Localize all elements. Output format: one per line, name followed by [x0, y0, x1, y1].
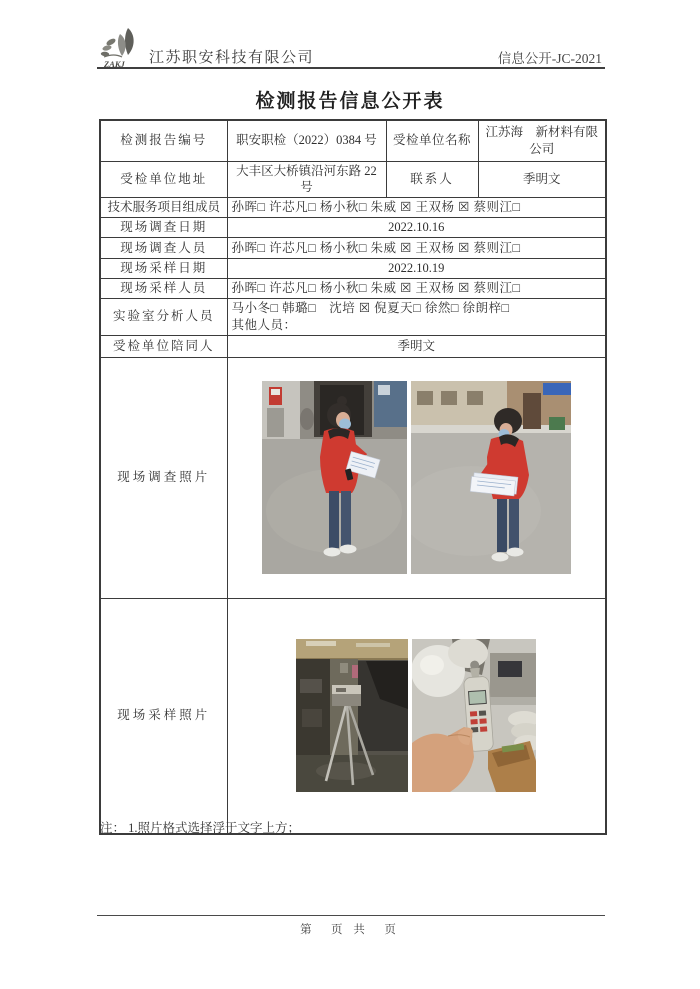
lab-staff-label-cell: 实验室分析人员 [100, 298, 227, 335]
zakj-logo-icon [98, 27, 146, 71]
escort-value-cell: 季明文 [227, 335, 606, 357]
sampling-staff-label-cell: 现场采样人员 [100, 278, 227, 298]
survey-staff-label-cell: 现场调查人员 [100, 238, 227, 259]
lab-staff-line2: 其他人员： [231, 317, 297, 332]
survey-photos-label-cell: 现场调查照片 [100, 357, 227, 598]
unit-addr-label-cell: 受检单位地址 [100, 161, 227, 198]
report-no-value-cell: 职安职检（2022）0384 号 [227, 120, 386, 161]
company-name: 江苏职安科技有限公司 [149, 50, 315, 66]
escort-label-cell: 受检单位陪同人 [100, 335, 227, 357]
unit-addr-value-cell: 大丰区大桥镇沿河东路 22 号 [227, 161, 386, 198]
footer-rule [97, 915, 605, 916]
note-text: 注： 1.照片格式选择浮于文字上方； [100, 821, 301, 835]
survey-staff-cell: 孙晖□ 许芯凡□ 杨小秋□ 朱威 ☒ 王双杨 ☒ 蔡则江□ [227, 238, 606, 259]
sampling-photo-left [296, 639, 408, 792]
info-table [99, 119, 607, 835]
logo-text: ZAKJ [104, 59, 125, 69]
survey-photos-cell [227, 357, 606, 598]
survey-date-label-cell: 现场调查日期 [100, 218, 227, 238]
team-members-cell: 孙晖□ 许芯凡□ 杨小秋□ 朱威 ☒ 王双杨 ☒ 蔡则江□ [227, 198, 606, 218]
sampling-photos-label-cell: 现场采样照片 [100, 598, 227, 834]
survey-photo-right [411, 381, 571, 574]
unit-name-value-cell: 江苏海 新材料有限公司 [478, 120, 606, 161]
company-logo [98, 27, 146, 71]
sampling-date-label-cell: 现场采样日期 [100, 259, 227, 279]
page-title: 检测报告信息公开表 [255, 91, 445, 112]
doc-code: 信息公开-JC-2021 [497, 51, 602, 66]
page-footer: 第 页 共 页 [300, 924, 400, 936]
survey-photo-left [262, 381, 407, 574]
survey-date-value-cell: 2022.10.16 [227, 218, 606, 238]
sampling-photos-cell [227, 598, 606, 834]
contact-label-cell: 联系人 [386, 161, 478, 198]
sampling-photo-right [412, 639, 536, 792]
lab-staff-line1: 马小冬□ 韩璐□ 沈培 ☒ 倪夏天□ 徐然□ 徐朗梓□ [231, 300, 510, 315]
unit-name-label-cell: 受检单位名称 [386, 120, 478, 161]
report-no-label-cell: 检测报告编号 [100, 120, 227, 161]
face-mask-icon [339, 419, 351, 430]
header-rule [97, 67, 605, 69]
lab-staff-cell [227, 298, 606, 335]
sampling-staff-cell: 孙晖□ 许芯凡□ 杨小秋□ 朱威 ☒ 王双杨 ☒ 蔡则江□ [227, 278, 606, 298]
sampling-date-value-cell: 2022.10.19 [227, 259, 606, 279]
contact-value-cell: 季明文 [478, 161, 606, 198]
team-label-cell: 技术服务项目组成员 [100, 198, 227, 218]
